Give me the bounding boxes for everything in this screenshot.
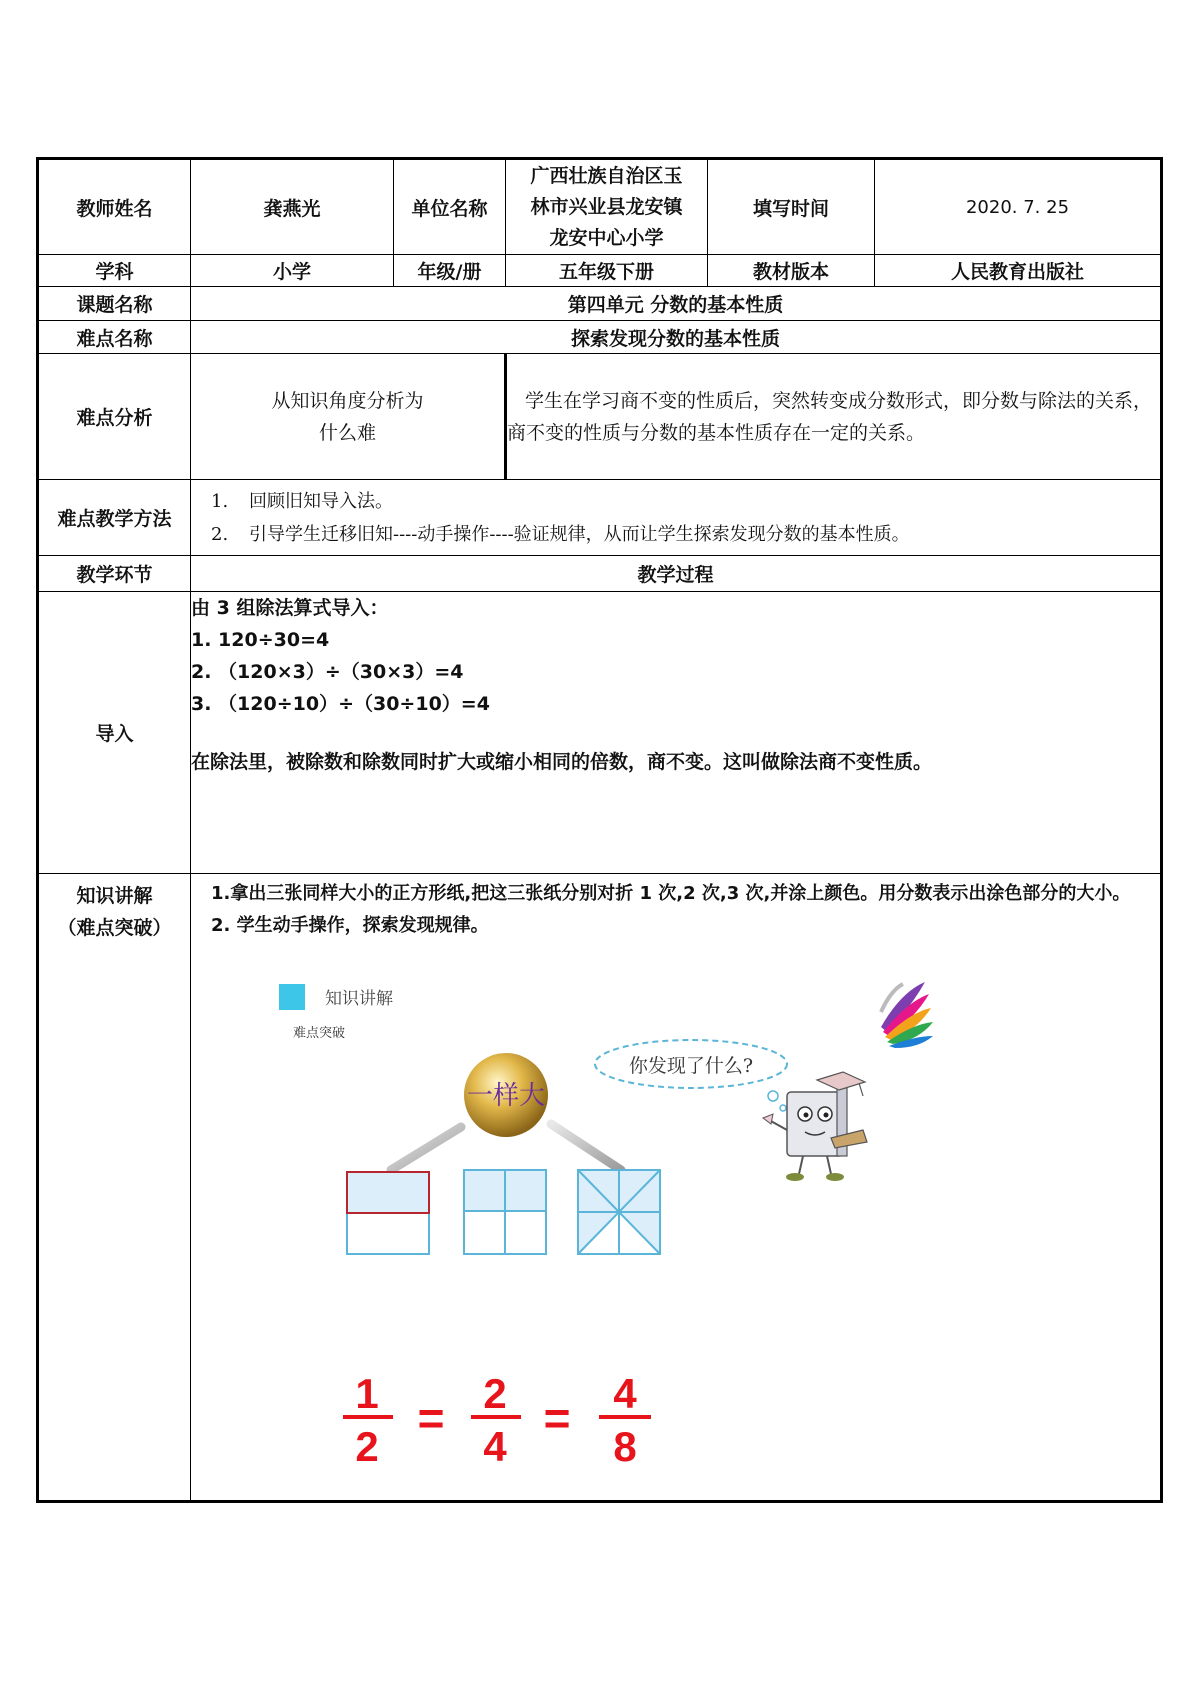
topic-value: 第四单元 分数的基本性质 xyxy=(191,287,1162,321)
knowledge-content xyxy=(191,874,1162,1502)
difficulty-label: 难点名称 xyxy=(38,321,191,354)
fraction-denominator: 2 xyxy=(355,1423,379,1470)
book-character-illustration xyxy=(763,1072,867,1181)
intro-line: 2. （120×3）÷（30×3）=4 xyxy=(191,661,464,683)
edition-label: 教材版本 xyxy=(708,255,875,287)
lesson-plan-table xyxy=(36,157,1163,1503)
fraction-numerator: 4 xyxy=(613,1370,637,1417)
process-label: 教学过程 xyxy=(191,556,1162,592)
fill-time: 2020. 7. 25 xyxy=(875,159,1162,255)
intro-rule: 在除法里，被除数和除数同时扩大或缩小相同的倍数，商不变。这叫做除法商不变性质。 xyxy=(191,751,933,773)
ball-text: 一样大 xyxy=(466,1081,546,1111)
unit-line: 林市兴业县龙安镇 xyxy=(530,195,683,218)
equals-sign: = xyxy=(417,1392,445,1444)
methods-label: 难点教学方法 xyxy=(38,480,191,556)
fraction-numerator: 1 xyxy=(355,1370,379,1417)
unit-line: 龙安中心小学 xyxy=(549,226,664,249)
square-halves xyxy=(347,1172,429,1254)
square-eighths xyxy=(578,1170,660,1254)
knowledge-row xyxy=(38,874,1162,1502)
fraction-denominator: 4 xyxy=(483,1423,507,1470)
fraction-4-8 xyxy=(599,1370,651,1470)
square-quarters xyxy=(464,1170,546,1254)
analysis-paragraph: 学生在学习商不变的性质后，突然转变成分数形式，即分数与除法的关系，商不变的性质与分数的基本性质存在一定的关系。 xyxy=(507,389,1153,444)
slide-subtitle: 难点突破 xyxy=(293,1025,346,1040)
unit-line: 广西壮族自治区玉 xyxy=(530,164,683,187)
knowledge-figure xyxy=(191,942,1160,1482)
knowledge-label: 知识讲解 （难点突破） xyxy=(38,874,191,1502)
slide-title: 知识讲解 xyxy=(325,989,393,1008)
unit-name xyxy=(506,159,708,255)
difficulty-value: 探索发现分数的基本性质 xyxy=(191,321,1162,354)
fraction-denominator: 8 xyxy=(613,1423,637,1470)
topic-label: 课题名称 xyxy=(38,287,191,321)
analysis-row xyxy=(38,354,1162,480)
intro-label: 导入 xyxy=(38,592,191,874)
difficulty-row xyxy=(38,321,1162,354)
subject-label: 学科 xyxy=(38,255,191,287)
analysis-label: 难点分析 xyxy=(38,354,191,480)
teacher-label: 教师姓名 xyxy=(38,159,191,255)
fill-time-label: 填写时间 xyxy=(708,159,875,255)
subject-row xyxy=(38,255,1162,287)
edition-value: 人民教育出版社 xyxy=(875,255,1162,287)
fraction-2-4 xyxy=(471,1370,521,1470)
grade-label: 年级/册 xyxy=(394,255,506,287)
knowledge-step1: 1.拿出三张同样大小的正方形纸,把这三张纸分别对折 1 次,2 次,3 次,并涂上颜色。用分数表示出涂色部分的大小。 xyxy=(211,883,1131,904)
methods-item: 1. 回顾旧知导入法。 xyxy=(211,490,393,512)
bubble-text: 你发现了什么? xyxy=(628,1055,754,1077)
topic-row xyxy=(38,287,1162,321)
intro-content xyxy=(191,592,1162,874)
methods-list xyxy=(191,480,1162,556)
knowledge-step2: 2. 学生动手操作，探索发现规律。 xyxy=(211,915,489,936)
subject-value: 小学 xyxy=(191,255,394,287)
grade-value: 五年级下册 xyxy=(506,255,708,287)
color-fan-logo xyxy=(881,982,933,1048)
header-row xyxy=(38,159,1162,255)
gold-ball xyxy=(464,1053,548,1137)
figure-svg xyxy=(191,942,1151,1482)
fraction-numerator: 2 xyxy=(483,1370,507,1417)
analysis-text xyxy=(506,354,1162,480)
teacher-name: 龚燕光 xyxy=(191,159,394,255)
intro-line: 由 3 组除法算式导入： xyxy=(191,597,389,619)
unit-label: 单位名称 xyxy=(394,159,506,255)
methods-item: 2. 引导学生迁移旧知----动手操作----验证规律，从而让学生探索发现分数的基本性质。 xyxy=(211,523,910,545)
thought-bubble xyxy=(595,1040,787,1111)
process-stage-label: 教学环节 xyxy=(38,556,191,592)
analysis-sub-line: 从知识角度分析为 xyxy=(271,389,424,412)
analysis-sub-label xyxy=(191,354,506,480)
process-header-row xyxy=(38,556,1162,592)
slide-title-marker xyxy=(279,984,305,1010)
methods-row xyxy=(38,480,1162,556)
fraction-1-2 xyxy=(343,1370,393,1470)
equals-sign: = xyxy=(543,1392,571,1444)
intro-line: 1. 120÷30=4 xyxy=(191,629,330,651)
analysis-sub-line: 什么难 xyxy=(318,421,376,444)
fraction-equation xyxy=(343,1370,651,1470)
intro-row xyxy=(38,592,1162,874)
intro-line: 3. （120÷10）÷（30÷10）=4 xyxy=(191,693,490,715)
